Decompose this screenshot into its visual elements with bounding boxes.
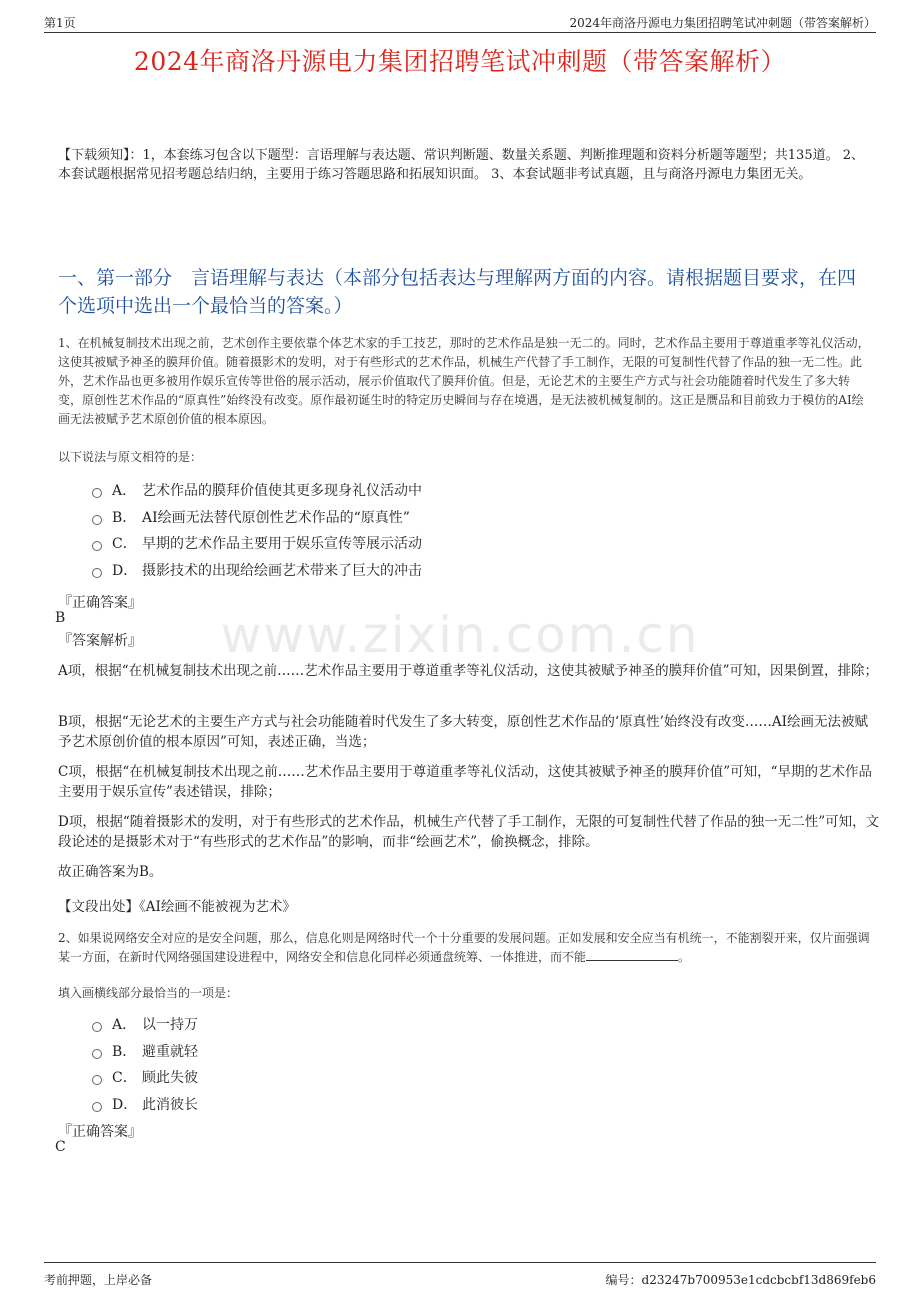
download-notice: 【下载须知】：1，本套练习包含以下题型：言语理解与表达题、常识判断题、数量关系题、判断推理题和资料分析题等题型；共135道。 2、本套试题根据常见招考题总结归纳，主要用于练习答题思路和拓展知识面。 3、本套试题非考试真题，且与商洛丹源电力集团无关。 — [58, 148, 864, 182]
correct-answer-label: 『正确答案』 — [58, 1124, 142, 1140]
option-b[interactable] — [92, 1038, 198, 1065]
option-letter: D． — [112, 1096, 138, 1113]
fill-blank — [586, 948, 678, 961]
option-letter: B． — [112, 509, 137, 526]
option-text: 早期的艺术作品主要用于娱乐宣传等展示活动 — [142, 536, 422, 553]
option-a[interactable] — [92, 477, 422, 504]
radio-button[interactable] — [92, 515, 102, 525]
option-letter: B． — [112, 1043, 137, 1060]
page-number: 第1页 — [44, 16, 76, 30]
document-id: 编号：d23247b700953e1cdcbcbf13d869feb6 — [605, 1273, 876, 1287]
option-letter: C． — [112, 1070, 137, 1087]
option-letter: D． — [112, 562, 138, 579]
question-2-options — [92, 1011, 198, 1117]
question-2-body: 2、如果说网络安全对应的是安全问题，那么，信息化则是网络时代一个十分重要的发展问题。正如发展和安全应当有机统一，不能割裂开来，仅片面强调某一方面，在新时代网络强国建设进程中，网络安全和信息化同样必须通盘统筹、一体推进，而不能 — [58, 931, 870, 964]
option-text: AI绘画无法替代原创性艺术作品的“原真性” — [142, 509, 410, 526]
correct-answer: C — [55, 1139, 66, 1155]
option-text: 摄影技术的出现给绘画艺术带来了巨大的冲击 — [142, 562, 422, 579]
option-letter: C． — [112, 536, 137, 553]
question-2-end: 。 — [678, 950, 691, 964]
option-text: 顾此失彼 — [142, 1070, 198, 1087]
correct-answer: B — [55, 610, 66, 626]
option-text: 以一持万 — [142, 1017, 198, 1034]
question-1-prompt: 以下说法与原文相符的是： — [58, 450, 203, 464]
analysis-d: D项，根据“随着摄影术的发明，对于有些形式的艺术作品，机械生产代替了手工制作，无限的可复制性代替了作品的独一无二性”可知，文段论述的是摄影术对于“有些形式的艺术作品”的影响，而非“绘画艺术”，偷换概念，排除。 — [58, 814, 880, 850]
radio-button[interactable] — [92, 1102, 102, 1112]
analysis-conclusion: 故正确答案为B。 — [58, 864, 163, 880]
option-letter: A． — [112, 483, 137, 500]
question-1-text: 1、在机械复制技术出现之前，艺术创作主要依靠个体艺术家的手工技艺，那时的艺术作品是独一无二的。同时，艺术作品主要用于尊道重孝等礼仪活动，这使其被赋予神圣的膜拜价值。随着摄影术的发明，对于有些形式的艺术作品，机械生产代替了手工制作，无限的可复制性代替了作品的独一无二性。此外，艺术作品也更多被用作娱乐宣传等世俗的展示活动，展示价值取代了膜拜价值。但是，无论艺术的主要生产方式与社会功能随着时代发生了多大转变，原创性艺术作品的“原真性”始终没有改变。原作最初诞生时的特定历史瞬间与存在境遇，是无法被机械复制的。这正是赝品和目前致力于模仿的AI绘画无法被赋予艺术原创价值的根本原因。 — [58, 336, 870, 426]
page-header — [44, 12, 876, 33]
question-2-text — [58, 929, 870, 967]
radio-button[interactable] — [92, 1049, 102, 1059]
option-c[interactable] — [92, 530, 422, 557]
passage-source: 【文段出处】《AI绘画不能被视为艺术》 — [58, 899, 296, 915]
footer-slogan: 考前押题，上岸必备 — [44, 1273, 153, 1287]
analysis-b: B项，根据“无论艺术的主要生产方式与社会功能随着时代发生了多大转变，原创性艺术作品的‘原真性’始终没有改变……AI绘画无法被赋予艺术原创价值的根本原因”可知，表述正确，当选； — [58, 714, 868, 750]
option-text: 避重就轻 — [142, 1043, 198, 1060]
question-2-prompt: 填入画横线部分最恰当的一项是： — [58, 986, 239, 1000]
question-1-options — [92, 477, 422, 583]
option-a[interactable] — [92, 1011, 198, 1038]
analysis-label: 『答案解析』 — [58, 633, 142, 649]
option-text: 艺术作品的膜拜价值使其更多现身礼仪活动中 — [142, 483, 422, 500]
radio-button[interactable] — [92, 1022, 102, 1032]
watermark: www.zixin.com.cn — [220, 606, 700, 664]
radio-button[interactable] — [92, 568, 102, 578]
radio-button[interactable] — [92, 1075, 102, 1085]
option-d[interactable] — [92, 557, 422, 584]
document-title: 2024年商洛丹源电力集团招聘笔试冲刺题（带答案解析） — [133, 47, 787, 76]
option-c[interactable] — [92, 1064, 198, 1091]
option-b[interactable] — [92, 504, 422, 531]
option-letter: A． — [112, 1017, 137, 1034]
page-footer — [44, 1262, 876, 1287]
option-d[interactable] — [92, 1091, 198, 1118]
analysis-a: A项，根据“在机械复制技术出现之前……艺术作品主要用于尊道重孝等礼仪活动，这使其被赋予神圣的膜拜价值”可知，因果倒置，排除； — [58, 663, 879, 679]
radio-button[interactable] — [92, 541, 102, 551]
header-doc-title: 2024年商洛丹源电力集团招聘笔试冲刺题（带答案解析） — [569, 16, 876, 30]
radio-button[interactable] — [92, 488, 102, 498]
section-heading: 一、第一部分 言语理解与表达（本部分包括表达与理解两方面的内容。请根据题目要求，在四个选项中选出一个最恰当的答案。） — [58, 267, 857, 317]
option-text: 此消彼长 — [142, 1096, 198, 1113]
analysis-c: C项，根据“在机械复制技术出现之前……艺术作品主要用于尊道重孝等礼仪活动，这使其被赋予神圣的膜拜价值”可知，“早期的艺术作品主要用于娱乐宣传”表述错误，排除； — [58, 764, 873, 800]
correct-answer-label: 『正确答案』 — [58, 595, 142, 611]
